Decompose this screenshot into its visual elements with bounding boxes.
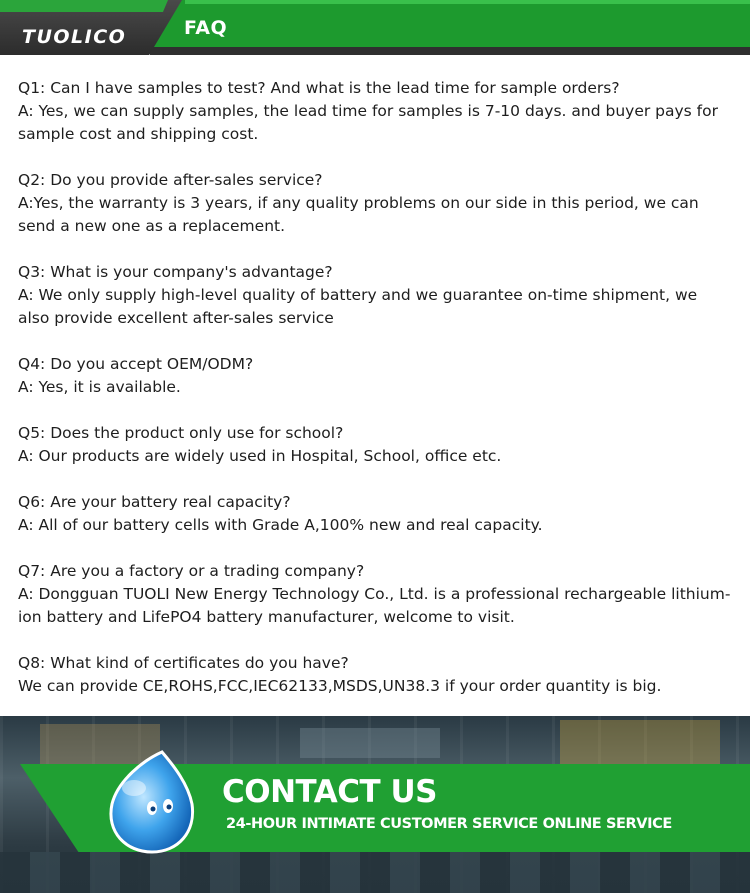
contact-banner[interactable]: [0, 716, 750, 893]
faq-question: Q5: Does the product only use for school?: [18, 424, 344, 442]
page-title: FAQ: [184, 17, 228, 39]
factory-background-shape: [300, 728, 440, 758]
faq-item: [18, 560, 732, 629]
faq-answer: A: Our products are widely used in Hospital, School, office etc.: [18, 447, 502, 465]
faq-item: [18, 169, 732, 238]
faq-answer: A: Yes, we can supply samples, the lead time for samples is 7-10 days. and buyer pays for sample cost and shipping cost.: [18, 102, 718, 143]
header-dark-stripe: [150, 47, 750, 55]
faq-answer: A: All of our battery cells with Grade A,100% new and real capacity.: [18, 516, 543, 534]
header-green-bar: [150, 0, 750, 47]
factory-background-shape: [560, 720, 720, 764]
faq-question: Q8: What kind of certificates do you have?: [18, 654, 349, 672]
factory-floor: [0, 852, 750, 893]
faq-item: [18, 77, 732, 146]
faq-question: Q3: What is your company's advantage?: [18, 263, 333, 281]
faq-question: Q2: Do you provide after-sales service?: [18, 171, 323, 189]
faq-question: Q4: Do you accept OEM/ODM?: [18, 355, 254, 373]
faq-item: [18, 491, 732, 537]
brand-logo[interactable]: TUOLICO: [22, 26, 127, 48]
faq-answer: A: Yes, it is available.: [18, 378, 181, 396]
chat-mascot-icon: [104, 746, 200, 856]
faq-answer: We can provide CE,ROHS,FCC,IEC62133,MSDS,UN38.3 if your order quantity is big.: [18, 677, 662, 695]
faq-item: [18, 652, 732, 698]
logo-accent: [0, 0, 168, 12]
faq-item: [18, 353, 732, 399]
faq-question: Q1: Can I have samples to test? And what is the lead time for sample orders?: [18, 79, 620, 97]
faq-question: Q7: Are you a factory or a trading company?: [18, 562, 365, 580]
faq-answer: A: Dongguan TUOLI New Energy Technology Co., Ltd. is a professional rechargeable lithium-ion battery and LifePO4 battery manufacturer, welcome to visit.: [18, 585, 731, 626]
faq-item: [18, 261, 732, 330]
faq-list: [18, 77, 732, 721]
faq-answer: A: We only supply high-level quality of battery and we guarantee on-time shipment, we also provide excellent after-sales service: [18, 286, 698, 327]
contact-subtitle: 24-HOUR INTIMATE CUSTOMER SERVICE ONLINE SERVICE: [226, 816, 672, 832]
header-bar: [0, 0, 750, 55]
header-top-highlight: [150, 0, 750, 4]
faq-answer: A:Yes, the warranty is 3 years, if any quality problems on our side in this period, we can send a new one as a replacement.: [18, 194, 699, 235]
faq-question: Q6: Are your battery real capacity?: [18, 493, 291, 511]
contact-title[interactable]: CONTACT US: [222, 774, 437, 810]
faq-item: [18, 422, 732, 468]
